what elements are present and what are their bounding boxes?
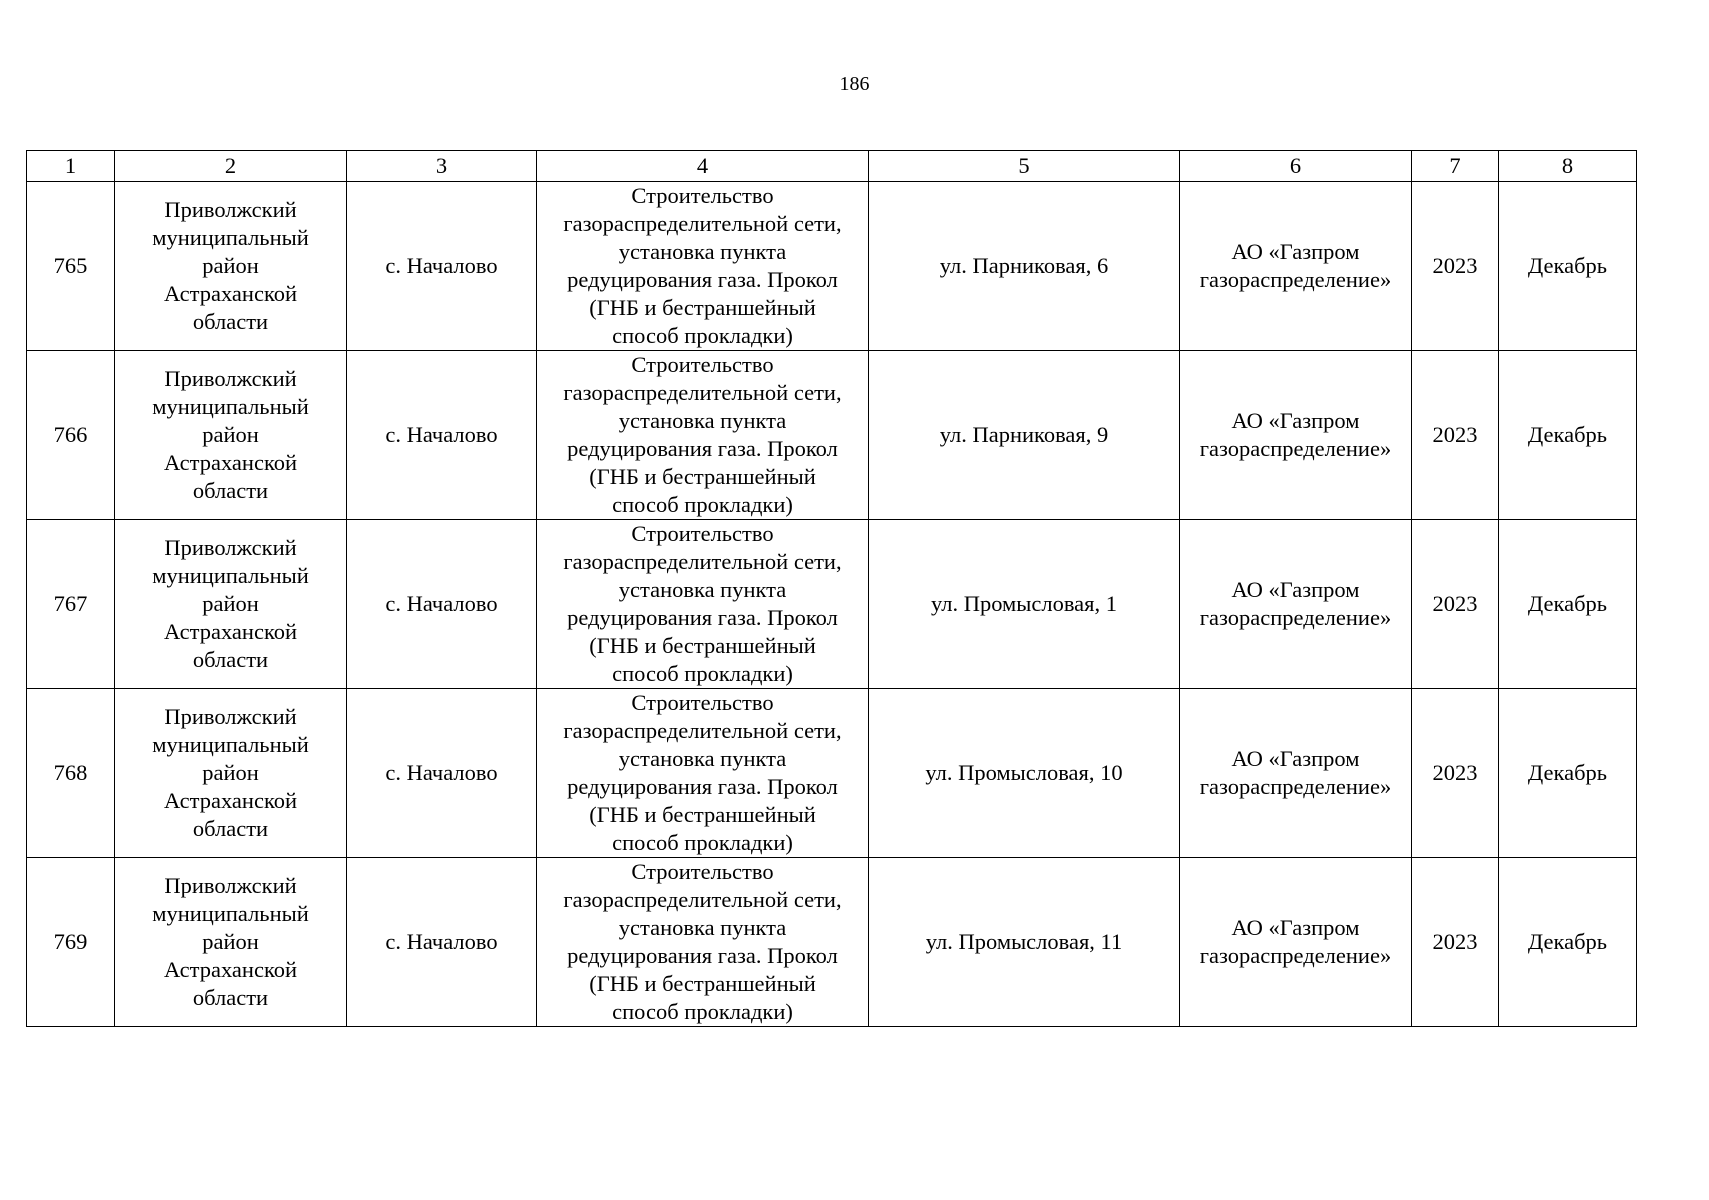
column-header-6: 6 [1180, 151, 1412, 182]
district-cell: Приволжский муниципальный район Астраханской области [115, 689, 347, 858]
table-row [27, 689, 1637, 858]
header-row [27, 151, 1637, 182]
column-header-2: 2 [115, 151, 347, 182]
work-description-cell: Строительство газораспределительной сети, установка пункта редуцирования газа. Прокол (ГНБ и бестраншейный способ прокладки) [537, 858, 869, 1027]
month-cell: Декабрь [1499, 182, 1637, 351]
row-number-cell: 766 [27, 351, 115, 520]
organization-cell: АО «Газпром газораспределение» [1180, 858, 1412, 1027]
district-cell: Приволжский муниципальный район Астраханской области [115, 182, 347, 351]
organization-cell: АО «Газпром газораспределение» [1180, 520, 1412, 689]
column-header-4: 4 [537, 151, 869, 182]
year-cell: 2023 [1412, 520, 1499, 689]
organization-cell: АО «Газпром газораспределение» [1180, 689, 1412, 858]
table-row [27, 520, 1637, 689]
row-number-cell: 767 [27, 520, 115, 689]
year-cell: 2023 [1412, 182, 1499, 351]
column-header-7: 7 [1412, 151, 1499, 182]
organization-cell: АО «Газпром газораспределение» [1180, 182, 1412, 351]
district-cell: Приволжский муниципальный район Астраханской области [115, 520, 347, 689]
page-number: 186 [839, 73, 870, 95]
settlement-cell: с. Началово [347, 182, 537, 351]
column-header-1: 1 [27, 151, 115, 182]
work-description-cell: Строительство газораспределительной сети, установка пункта редуцирования газа. Прокол (ГНБ и бестраншейный способ прокладки) [537, 351, 869, 520]
work-description-cell: Строительство газораспределительной сети, установка пункта редуцирования газа. Прокол (ГНБ и бестраншейный способ прокладки) [537, 520, 869, 689]
month-cell: Декабрь [1499, 351, 1637, 520]
month-cell: Декабрь [1499, 858, 1637, 1027]
district-cell: Приволжский муниципальный район Астраханской области [115, 351, 347, 520]
address-cell: ул. Промысловая, 10 [869, 689, 1180, 858]
month-cell: Декабрь [1499, 520, 1637, 689]
work-description-cell: Строительство газораспределительной сети, установка пункта редуцирования газа. Прокол (ГНБ и бестраншейный способ прокладки) [537, 689, 869, 858]
column-header-8: 8 [1499, 151, 1637, 182]
month-cell: Декабрь [1499, 689, 1637, 858]
row-number-cell: 768 [27, 689, 115, 858]
row-number-cell: 765 [27, 182, 115, 351]
settlement-cell: с. Началово [347, 689, 537, 858]
column-header-3: 3 [347, 151, 537, 182]
work-description-cell: Строительство газораспределительной сети, установка пункта редуцирования газа. Прокол (ГНБ и бестраншейный способ прокладки) [537, 182, 869, 351]
year-cell: 2023 [1412, 351, 1499, 520]
address-cell: ул. Промысловая, 1 [869, 520, 1180, 689]
column-header-5: 5 [869, 151, 1180, 182]
table-row [27, 351, 1637, 520]
table-row [27, 858, 1637, 1027]
organization-cell: АО «Газпром газораспределение» [1180, 351, 1412, 520]
table-row [27, 182, 1637, 351]
year-cell: 2023 [1412, 858, 1499, 1027]
settlement-cell: с. Началово [347, 520, 537, 689]
settlement-cell: с. Началово [347, 351, 537, 520]
row-number-cell: 769 [27, 858, 115, 1027]
gasification-table [26, 150, 1637, 1027]
address-cell: ул. Парниковая, 6 [869, 182, 1180, 351]
settlement-cell: с. Началово [347, 858, 537, 1027]
year-cell: 2023 [1412, 689, 1499, 858]
address-cell: ул. Парниковая, 9 [869, 351, 1180, 520]
address-cell: ул. Промысловая, 11 [869, 858, 1180, 1027]
district-cell: Приволжский муниципальный район Астраханской области [115, 858, 347, 1027]
